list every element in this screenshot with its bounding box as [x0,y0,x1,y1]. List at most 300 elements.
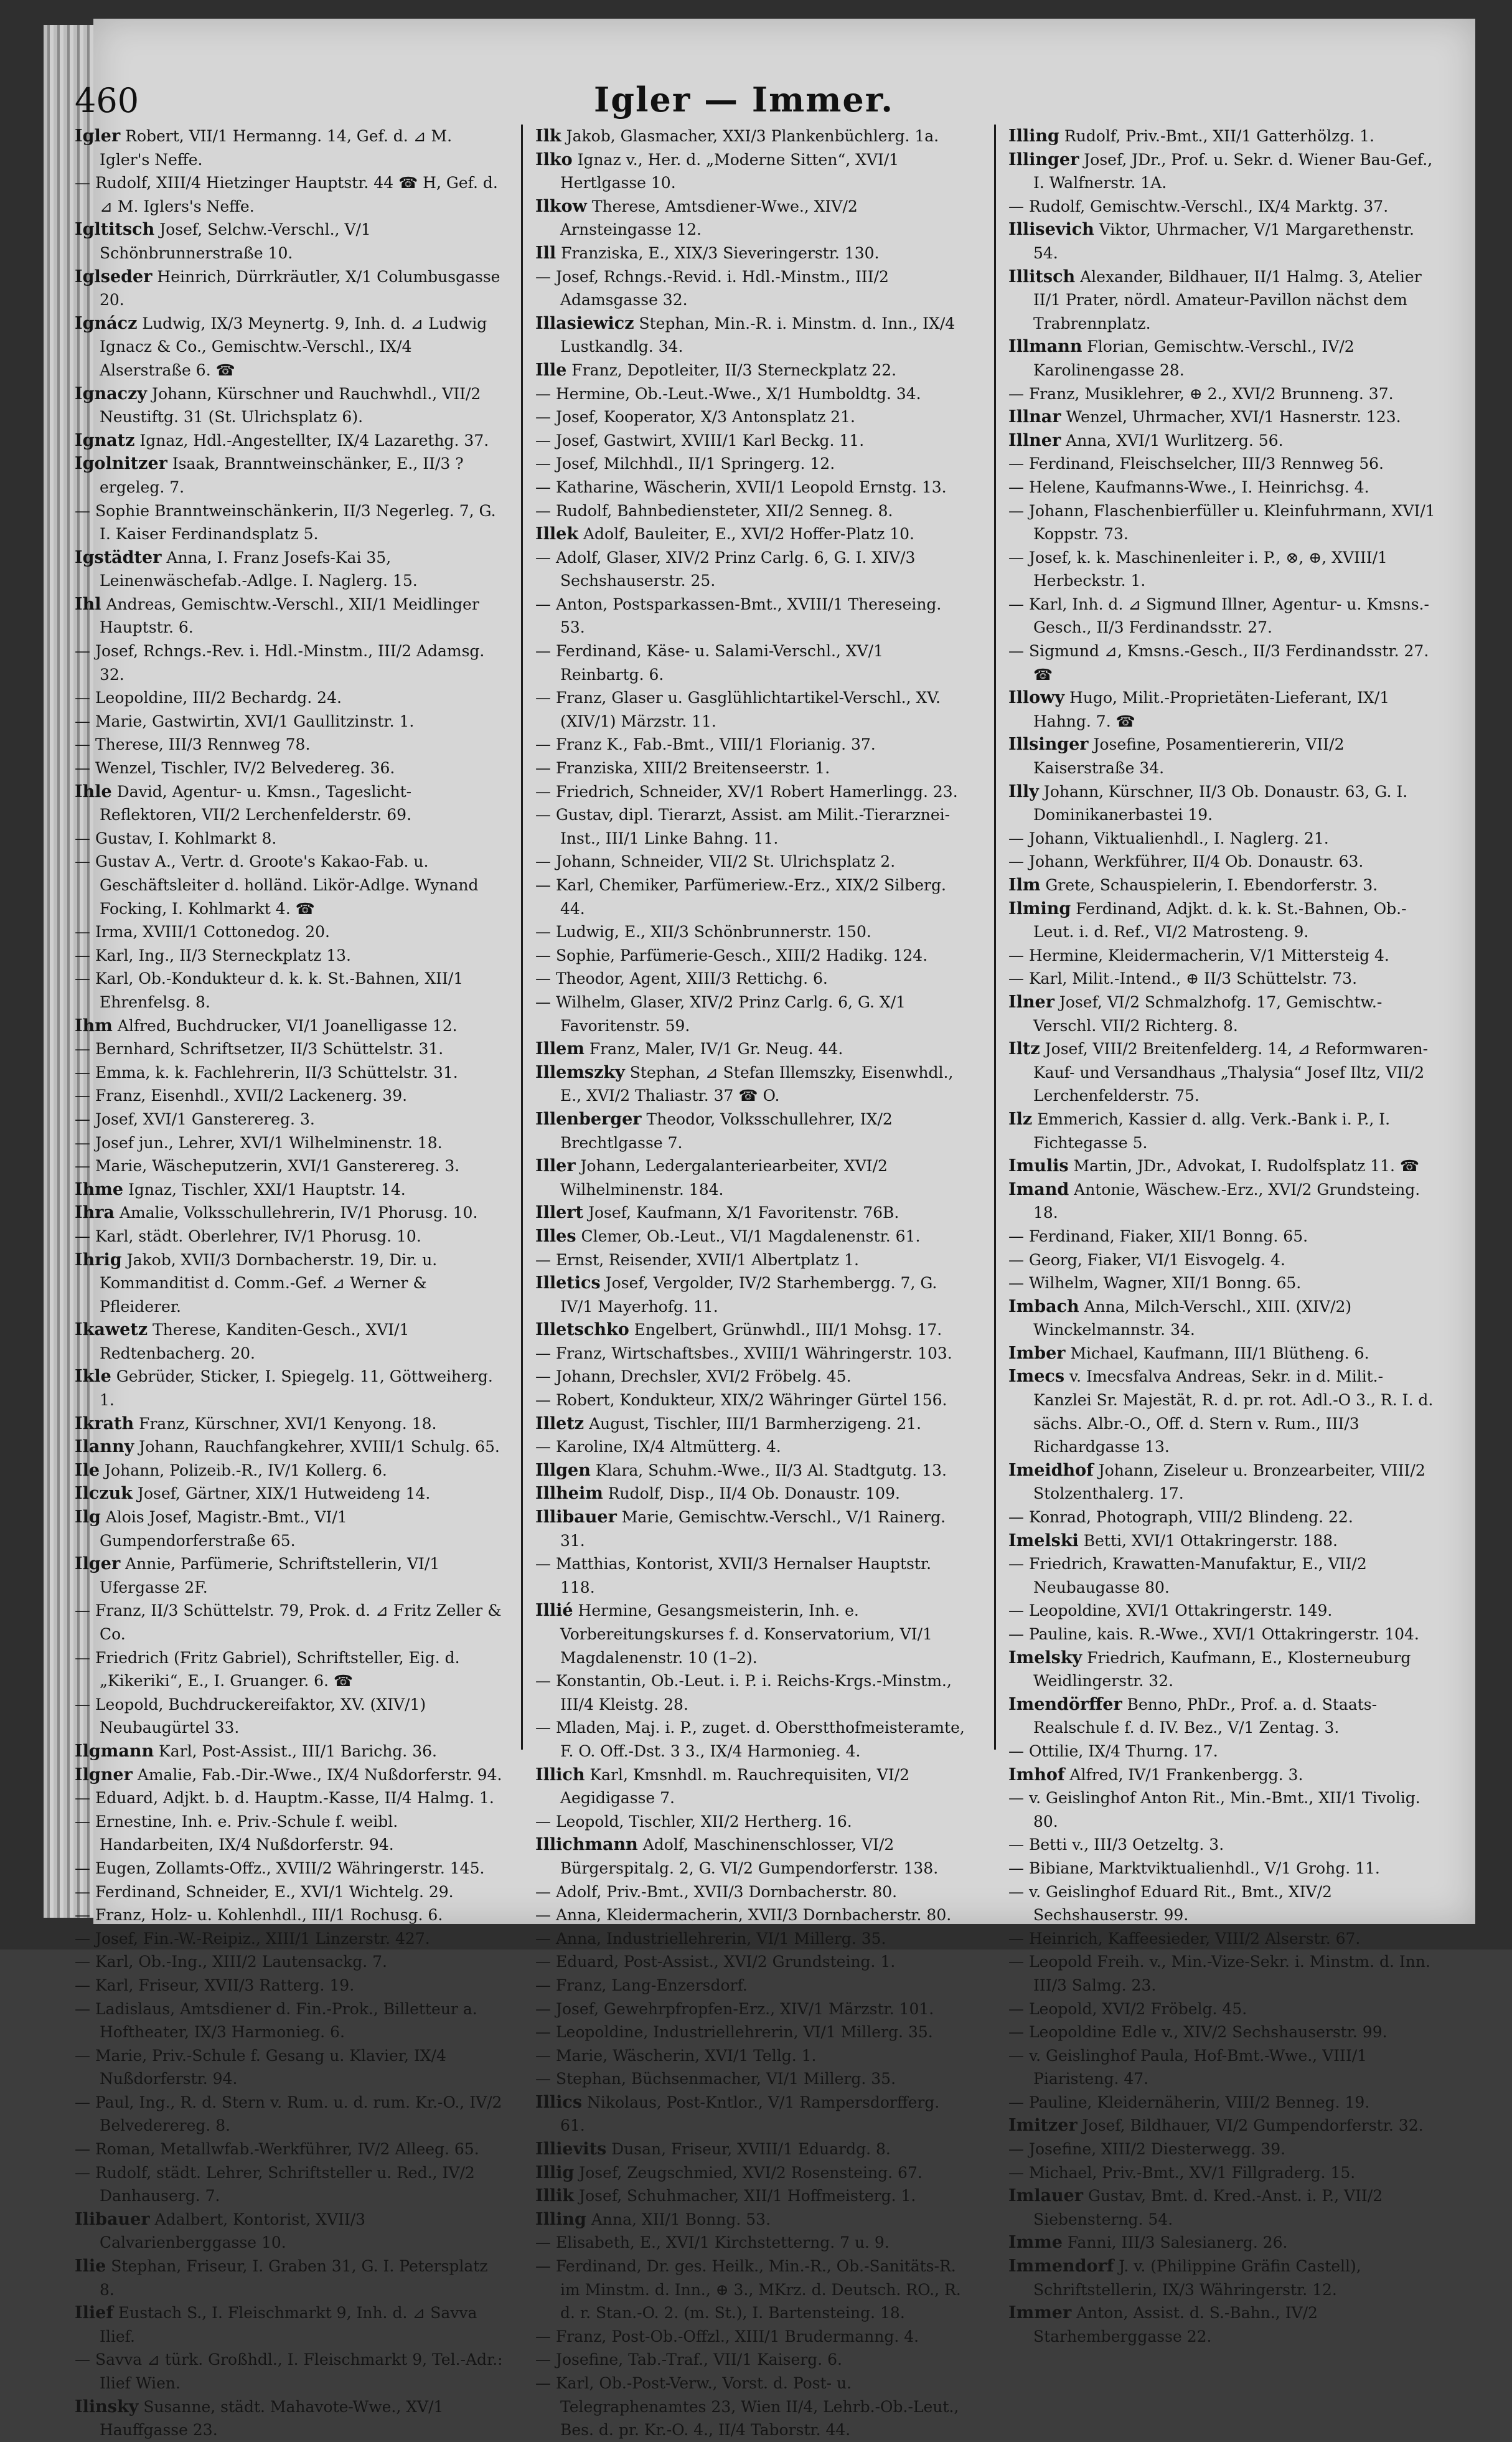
entry-details: Josef, Gärtner, XIX/1 Hutweideng 14. [137,1484,431,1503]
entry-details: Marie, Gemischtw.-Verschl., V/1 Rainerg. 31. [560,1508,946,1550]
entry-details: Eustach S., I. Fleischmarkt 9, Inh. d. ⊿ Savva Ilief. [100,2304,477,2345]
entry-surname: Imecs [1008,1367,1065,1387]
entry-details: — Pauline, kais. R.-Wwe., XVI/1 Ottakringerstr. 104. [1008,1625,1419,1643]
directory-entry [1008,1786,1438,1833]
directory-entry [1008,1154,1438,1178]
directory-entry [1008,827,1438,851]
entry-surname: Illetz [535,1413,585,1433]
entry-surname: Ihl [75,594,101,614]
entry-details: Dusan, Friseur, XVIII/1 Eduardg. 8. [611,2140,891,2159]
directory-entry [75,1880,504,1904]
directory-entry [535,2255,965,2325]
entry-details: Franz, Depotleiter, II/3 Sterneckplatz 22. [571,361,897,379]
entry-surname: Illy [1008,781,1039,801]
directory-entry [75,1950,504,1974]
directory-entry [75,218,504,265]
entry-details: Josef, Schuhmacher, XII/1 Hoffmeisterg. 1. [579,2187,916,2205]
entry-details: Josef, Selchw.-Verschl., V/1 Schönbrunnerstraße 10. [100,220,371,262]
entry-details: Johann, Rauchfangkehrer, XVIII/1 Schulg. 65. [139,1438,500,1456]
entry-details: — Karoline, IX/4 Altmütterg. 4. [535,1438,781,1456]
entry-details: — Emma, k. k. Fachlehrerin, II/3 Schüttelstr. 31. [75,1063,458,1082]
directory-entry [75,1810,504,1857]
directory-entry [1008,991,1438,1037]
entry-surname: Illowy [1008,688,1065,708]
entry-surname: Imulis [1008,1156,1069,1176]
entry-details: Franz, Maler, IV/1 Gr. Neug. 44. [589,1040,843,1058]
entry-surname: Ilgner [75,1765,133,1784]
entry-surname: Immer [1008,2303,1072,2323]
entry-surname: Iller [535,1156,576,1176]
entry-details: — Leopold, XVI/2 Fröbelg. 45. [1008,1999,1247,2018]
page-number: 460 [75,81,139,120]
directory-entry [1008,1950,1438,1997]
entry-details: — Friedrich (Fritz Gabriel), Schriftsteller, Eig. d. „Kikeriki“, E., I. Gruanger. 6. ☎ [75,1648,460,1690]
entry-details: Alois Josef, Magistr.-Bmt., VI/1 Gumpendorferstraße 65. [100,1508,347,1550]
directory-entry [535,757,965,780]
directory-entry [535,2091,965,2138]
entry-details: — Karl, Ob.-Kondukteur d. k. k. St.-Bahnen, XII/1 Ehrenfelsg. 8. [75,969,464,1011]
entry-surname: Illner [1008,430,1061,450]
directory-entry [1008,1552,1438,1599]
entry-surname: Ilief [75,2303,113,2323]
directory-entry [75,1506,504,1552]
directory-entry [1008,1857,1438,1880]
entry-surname: Illenberger [535,1109,642,1129]
directory-entry [75,1108,504,1131]
directory-entry [535,803,965,850]
directory-entry [75,2091,504,2138]
directory-entry [535,242,965,265]
entry-details: — Ernst, Reisender, XVII/1 Albertplatz 1. [535,1250,859,1269]
directory-entry [75,2348,504,2395]
directory-entry [535,1506,965,1552]
directory-entry [75,2138,504,2161]
directory-entry [1008,780,1438,827]
directory-entry [75,1927,504,1951]
directory-entry [535,195,965,242]
entry-details: Martin, JDr., Advokat, I. Rudolfsplatz 11. ☎ [1073,1157,1420,1176]
entry-surname: Ihrig [75,1250,122,1270]
directory-entry [535,1201,965,1225]
directory-entry [535,1108,965,1154]
entry-details: Benno, PhDr., Prof. a. d. Staats-Realschule f. d. IV. Bez., V/1 Zentag. 3. [1033,1695,1378,1737]
entry-details: — Franz, Wirtschaftsbes., XVIII/1 Währingerstr. 103. [535,1344,952,1362]
directory-entry [535,686,965,733]
directory-entry [535,1248,965,1272]
directory-entry [535,1271,965,1318]
directory-entry [535,733,965,757]
entry-details: — Sophie, Parfümerie-Gesch., XIII/2 Hadikg. 124. [535,946,928,964]
directory-entry [75,780,504,827]
column-3 [1008,125,1438,2345]
entry-details: — Paul, Ing., R. d. Stern v. Rum. u. d. rum. Kr.-O., IV/2 Belvederereg. 8. [75,2093,502,2135]
entry-details: Ignaz v., Her. d. „Moderne Sitten“, XVI/1 Hertlgasse 10. [560,150,899,192]
entry-details: Josef, Kaufmann, X/1 Favoritenstr. 76B. [588,1204,899,1222]
entry-details: — Wilhelm, Glaser, XIV/2 Prinz Carlg. 6, G. X/1 Favoritenstr. 59. [535,992,906,1035]
entry-surname: Ilanny [75,1437,134,1457]
directory-entry [1008,125,1438,148]
entry-details: — Anna, Industriellehrerin, VI/1 Millerg. 35. [535,1929,886,1948]
entry-details: Hugo, Milit.-Proprietäten-Lieferant, IX/1 Hahng. 7. ☎ [1033,689,1390,730]
directory-entry [1008,2044,1438,2091]
entry-details: Josef, VIII/2 Breitenfelderg. 14, ⊿ Reformwaren-Kauf- und Versandhaus „Thalysia“ Josef Iltz, VII/2 Lerchenfelderstr. 75. [1033,1040,1429,1105]
entry-surname: Illing [535,2209,586,2229]
entry-details: — Eduard, Adjkt. b. d. Hauptm.-Kasse, II/4 Halmg. 1. [75,1789,494,1808]
entry-details: — Karl, Milit.-Intend., ⊕ II/3 Schüttelstr. 73. [1008,969,1358,988]
directory-entry [535,1342,965,1365]
entry-surname: Ile [75,1460,100,1480]
entry-details: — v. Geislinghof Eduard Rit., Bmt., XIV/2 Sechshauserstr. 99. [1008,1882,1332,1925]
directory-entry [1008,2301,1438,2348]
entry-details: — Josef, Fin.-W.-Reipiz., XIII/1 Linzerstr. 427. [75,1929,430,1948]
entry-details: — Franz, Glaser u. Gasglühlichtartikel-Verschl., XV. (XIV/1) Märzstr. 11. [535,689,941,730]
directory-entry [535,1388,965,1412]
directory-entry [75,312,504,382]
directory-entry [75,171,504,218]
entry-details: Michael, Kaufmann, III/1 Blütheng. 6. [1070,1344,1369,1362]
entry-details: — Gustav, I. Kohlmarkt 8. [75,829,277,847]
entry-details: — Mladen, Maj. i. P., zuget. d. Oberstthofmeisteramte, F. O. Off.-Dst. 3 3., IX/4 Harmonieg. 4. [535,1718,965,1760]
directory-entry [1008,1693,1438,1740]
directory-entry [535,499,965,523]
directory-entry [535,2138,965,2161]
entry-details: Josefine, Posamentiererin, VII/2 Kaiserstraße 34. [1033,735,1345,778]
entry-details: Josef, Bildhauer, VI/2 Gumpendorferstr. 32. [1082,2116,1424,2135]
entry-details: Gebrüder, Sticker, I. Spiegelg. 11, Göttweiherg. 1. [100,1367,493,1410]
directory-entry [1008,2138,1438,2161]
directory-entry [75,1763,504,1787]
entry-surname: Imbach [1008,1296,1079,1316]
directory-entry [1008,2091,1438,2114]
entry-details: Franz, Kürschner, XVI/1 Kenyong. 18. [139,1414,437,1433]
directory-entry [535,920,965,944]
entry-details: — Savva ⊿ türk. Großhdl., I. Fleischmarkt 9, Tel.-Adr.: Ilief Wien. [75,2350,503,2392]
entry-details: — Franziska, XIII/2 Breitenseerstr. 1. [535,759,830,778]
entry-surname: Illing [1008,126,1059,146]
entry-details: v. Imecsfalva Andreas, Sekr. in d. Milit.-Kanzlei Sr. Majestät, R. d. pr. rot. Adl.-O 3., R. I. d. sächs. Albr.-O., Off. d. Stern v. Rum., III/3 Richardgasse 13. [1033,1367,1434,1456]
entry-details: — Josef, Rchngs.-Revid. i. Hdl.-Minstm., III/2 Adamsgasse 32. [535,267,889,309]
entry-details: — Josef, Rchngs.-Rev. i. Hdl.-Minstm., III/2 Adamsg. 32. [75,642,485,684]
entry-details: — Josef, Kooperator, X/3 Antonsplatz 21. [535,408,855,427]
entry-details: Anna, Milch-Verschl., XIII. (XIV/2) Winckelmannstr. 34. [1033,1297,1352,1339]
directory-entry [535,1154,965,1201]
entry-surname: Imand [1008,1179,1069,1199]
entry-surname: Illes [535,1226,576,1246]
directory-entry [535,148,965,195]
directory-entry [75,2301,504,2348]
entry-details: — Robert, Kondukteur, XIX/2 Währinger Gürtel 156. [535,1391,947,1410]
directory-entry [535,429,965,453]
entry-surname: Imber [1008,1343,1066,1363]
directory-entry [535,850,965,874]
directory-entry [1008,195,1438,219]
entry-details: Adolf, Bauleiter, E., XVI/2 Hoffer-Platz 10. [583,525,914,544]
directory-entry [75,1646,504,1693]
directory-entry [75,920,504,944]
directory-entry [75,1997,504,2044]
directory-entry [1008,1529,1438,1553]
entry-surname: Imlauer [1008,2186,1083,2206]
entry-details: — Johann, Flaschenbierfüller u. Kleinfuhrmann, XVI/1 Koppstr. 73. [1008,501,1435,544]
directory-entry [1008,2114,1438,2138]
directory-entry [1008,382,1438,406]
directory-entry [1008,1599,1438,1623]
entry-details: — Eugen, Zollamts-Offz., XVIII/2 Währingerstr. 145. [75,1859,485,1877]
entry-details: — Josef, XVI/1 Gansterereg. 3. [75,1110,315,1128]
entry-details: — Marie, Wäscheputzerin, XVI/1 Gansterereg. 3. [75,1157,460,1176]
entry-details: — Bibiane, Marktviktualienhdl., V/1 Grohg. 11. [1008,1859,1380,1877]
entry-details: Therese, Amtsdiener-Wwe., XIV/2 Arnsteingasse 12. [560,197,858,239]
directory-entry [1008,499,1438,546]
entry-details: — Leopold Freih. v., Min.-Vize-Sekr. i. Minstm. d. Inn. III/3 Salmg. 23. [1008,1953,1430,1994]
directory-entry [1008,2020,1438,2044]
entry-details: — Johann, Werkführer, II/4 Ob. Donaustr. 63. [1008,852,1364,871]
entry-surname: Ille [535,360,567,380]
directory-entry [535,1763,965,1810]
entry-details: Stephan, ⊿ Stefan Illemszky, Eisenwhdl., E., XVI/2 Thaliastr. 37 ☎ O. [560,1063,954,1105]
directory-entry [535,1061,965,1108]
entry-surname: Illsinger [1008,735,1089,755]
directory-entry [1008,897,1438,944]
entry-details: Klara, Schuhm.-Wwe., II/3 Al. Stadtgutg. 13. [595,1461,947,1479]
entry-details: — Betti v., III/3 Oetzeltg. 3. [1008,1836,1224,1854]
directory-entry [535,2372,965,2442]
entry-details: Ferdinand, Adjkt. d. k. k. St.-Bahnen, Ob.-Leut. i. d. Ref., VI/2 Matrosteng. 9. [1033,899,1407,941]
entry-surname: Ihm [75,1016,113,1035]
directory-entry [75,1482,504,1506]
directory-entry [75,2208,504,2255]
entry-details: — Ladislaus, Amtsdiener d. Fin.-Prok., Billetteur a. Hoftheater, IX/3 Harmonieg. 6. [75,1999,477,2042]
entry-details: Fanni, III/3 Salesianerg. 26. [1067,2233,1288,2252]
entry-details: — Ernestine, Inh. e. Priv.-Schule f. weibl. Handarbeiten, IX/4 Nußdorferstr. 94. [75,1812,398,1854]
directory-entry [1008,1225,1438,1248]
directory-entry [535,2044,965,2068]
entry-surname: Illmann [1008,337,1082,357]
directory-entry [1008,1763,1438,1787]
entry-details: — Therese, III/3 Rennweg 78. [75,735,311,754]
running-head: Igler — Immer. [593,80,895,120]
entry-surname: Ilgmann [75,1741,154,1761]
directory-entry [535,944,965,968]
directory-entry [535,2325,965,2349]
directory-entry [75,1201,504,1225]
entry-details: — Leopoldine, Industriellehrerin, VI/1 Millerg. 35. [535,2023,933,2042]
directory-entry [1008,1880,1438,1927]
entry-details: — Michael, Priv.-Bmt., XV/1 Fillgraderg. 15. [1008,2163,1356,2182]
directory-entry [75,1014,504,1038]
directory-entry [75,1061,504,1085]
entry-surname: Ilg [75,1507,101,1527]
entry-surname: Imendörffer [1008,1694,1122,1714]
entry-surname: Ikawetz [75,1320,148,1340]
entry-details: Johann, Kürschner, II/3 Ob. Donaustr. 63, G. I. Dominikanerbastei 19. [1033,782,1408,824]
directory-entry [1008,1927,1438,1951]
directory-entry [1008,639,1438,686]
entry-details: Alfred, Buchdrucker, VI/1 Joanelligasse 12. [117,1016,458,1035]
directory-entry [1008,686,1438,733]
directory-entry [1008,1506,1438,1529]
entry-surname: Imelski [1008,1530,1079,1550]
directory-entry [535,265,965,312]
entry-surname: Illetschko [535,1320,629,1340]
entry-surname: Illics [535,2092,583,2112]
directory-entry [75,593,504,639]
entry-details: — Karl, Friseur, XVII/3 Ratterg. 19. [75,1976,355,1994]
entry-surname: Illisevich [1008,220,1094,240]
entry-surname: Ilm [1008,875,1041,895]
entry-details: Anna, XII/1 Bonng. 53. [591,2210,771,2228]
directory-entry [75,1154,504,1178]
directory-entry [535,546,965,593]
entry-details: — Ferdinand, Fleischselcher, III/3 Rennweg 56. [1008,455,1384,473]
directory-entry [75,1740,504,1763]
entry-details: Hermine, Gesangsmeisterin, Inh. e. Vorbereitungskurses f. d. Konservatorium, VI/1 Magdalenenstr. 10 (1–2). [560,1601,932,1667]
entry-surname: Illinger [1008,149,1079,169]
directory-entry [1008,452,1438,476]
directory-entry [1008,546,1438,593]
entry-details: — Sigmund ⊿, Kmsns.-Gesch., II/3 Ferdinandsstr. 27. ☎ [1008,642,1429,684]
directory-entry [1008,944,1438,968]
entry-details: — Leopold, Buchdruckereifaktor, XV. (XIV/1) Neubaugürtel 33. [75,1695,426,1737]
directory-entry [535,1903,965,1927]
directory-entry [535,874,965,920]
directory-entry [535,1459,965,1483]
entry-details: — Ferdinand, Fiaker, XII/1 Bonng. 65. [1008,1227,1308,1245]
entry-details: — Johann, Schneider, VII/2 St. Ulrichsplatz 2. [535,852,896,871]
directory-entry [535,1225,965,1248]
entry-surname: Ilko [535,149,573,169]
entry-surname: Illitsch [1008,266,1076,286]
directory-entry [535,125,965,148]
entry-details: — Anna, Kleidermacherin, XVII/3 Dornbacherstr. 80. [535,1906,952,1925]
entry-details: Karl, Kmsnhdl. m. Rauchrequisiten, VI/2 Aegidigasse 7. [560,1765,910,1808]
directory-entry [75,639,504,686]
entry-details: Adalbert, Kontorist, XVII/3 Calvarienberggasse 10. [100,2210,366,2252]
entry-surname: Iltz [1008,1039,1040,1059]
entry-details: Amalie, Volksschullehrerin, IV/1 Phorusg. 10. [119,1204,478,1222]
directory-entry [535,1927,965,1951]
directory-entry [535,1833,965,1880]
entry-details: — Elisabeth, E., XVI/1 Kirchstetterng. 7 u. 9. [535,2233,890,2252]
entry-details: — Wilhelm, Wagner, XII/1 Bonng. 65. [1008,1274,1302,1293]
directory-entry [1008,265,1438,336]
entry-details: Stephan, Min.-R. i. Minstm. d. Inn., IX/4 Lustkandlg. 34. [560,314,956,356]
directory-entry [535,1412,965,1436]
entry-surname: Illié [535,1601,573,1621]
directory-entry [75,850,504,920]
entry-details: — Franz, Eisenhdl., XVII/2 Lackenerg. 39. [75,1087,408,1105]
directory-entry [1008,1740,1438,1763]
directory-entry [75,546,504,593]
entry-details: — Karl, städt. Oberlehrer, IV/1 Phorusg. 10. [75,1227,421,1245]
directory-entry [75,265,504,312]
entry-details: — Josefine, Tab.-Traf., VII/1 Kaiserg. 6. [535,2350,842,2369]
entry-surname: Ihra [75,1203,115,1223]
directory-entry [535,312,965,359]
directory-entry [75,1225,504,1248]
directory-entry [75,2255,504,2301]
directory-entry [535,1318,965,1342]
directory-entry [1008,2255,1438,2301]
directory-entry [1008,1623,1438,1646]
directory-entry [75,1318,504,1365]
directory-entry [1008,850,1438,874]
entry-details: Ignaz, Tischler, XXI/1 Hauptstr. 14. [128,1180,406,1199]
entry-details: David, Agentur- u. Kmsn., Tageslicht-Reflektoren, VII/2 Lerchenfelderstr. 69. [100,782,412,824]
entry-details: — Leopoldine Edle v., XIV/2 Sechshauserstr. 99. [1008,2023,1388,2042]
entry-details: Wenzel, Uhrmacher, XVI/1 Hasnerstr. 123. [1066,408,1401,427]
entry-details: Ignaz, Hdl.-Angestellter, IX/4 Lazarethg. 37. [139,431,489,450]
directory-entry [1008,1178,1438,1225]
entry-details: — Hermine, Ob.-Leut.-Wwe., X/1 Humboldtg. 34. [535,384,921,403]
entry-details: — Marie, Gastwirtin, XVI/1 Gaullitzinstr. 1. [75,712,415,730]
entry-details: Anna, I. Franz Josefs-Kai 35, Leinenwäschefab.-Adlge. I. Naglerg. 15. [100,548,418,590]
column-2 [535,125,965,2440]
entry-surname: Imitzer [1008,2116,1078,2136]
directory-entry [1008,476,1438,499]
directory-entry [1008,967,1438,991]
entry-surname: Imelsky [1008,1648,1082,1667]
entry-details: — Sophie Branntweinschänkerin, II/3 Negerleg. 7, G. I. Kaiser Ferdinandsplatz 5. [75,501,496,544]
entry-details: — Franz, Musiklehrer, ⊕ 2., XVI/2 Brunneng. 37. [1008,384,1394,403]
entry-surname: Ikle [75,1367,111,1387]
entry-surname: Ihle [75,781,112,801]
entry-details: Johann, Polizeib.-R., IV/1 Kollerg. 6. [105,1461,387,1479]
directory-entry [75,733,504,757]
directory-entry [535,1974,965,1997]
entry-details: Adolf, Maschinenschlosser, VI/2 Bürgerspitalg. 2, G. VI/2 Gumpendorferstr. 138. [560,1836,939,1877]
entry-details: — Matthias, Kontorist, XVII/3 Hernalser Hauptstr. 118. [535,1555,932,1596]
directory-entry [75,1178,504,1202]
entry-details: Karl, Post-Assist., III/1 Barichg. 36. [159,1742,437,1760]
directory-entry [1008,2161,1438,2185]
directory-entry [1008,874,1438,897]
entry-details: — Leopold, Tischler, XII/2 Hertherg. 16. [535,1812,852,1831]
directory-entry [1008,218,1438,265]
entry-details: Anton, Assist. d. S.-Bahn., IV/2 Starhemberggasse 22. [1033,2304,1318,2345]
entry-surname: Igolnitzer [75,454,167,474]
entry-details: — Ferdinand, Käse- u. Salami-Verschl., XV/1 Reinbartg. 6. [535,642,883,684]
entry-details: — Rudolf, Gemischtw.-Verschl., IX/4 Marktg. 37. [1008,197,1389,215]
entry-surname: Igltitsch [75,220,155,240]
entry-details: Johann, Kürschner und Rauchwhdl., VII/2 Neustiftg. 31 (St. Ulrichsplatz 6). [100,384,481,427]
entry-surname: Ikrath [75,1413,134,1433]
directory-entry [535,1037,965,1061]
entry-surname: Illasiewicz [535,313,634,333]
entry-surname: Ilczuk [75,1484,133,1504]
directory-entry [535,1435,965,1459]
directory-entry [535,1950,965,1974]
entry-surname: Ilz [1008,1109,1033,1129]
entry-details: — Adolf, Glaser, XIV/2 Prinz Carlg. 6, G. I. XIV/3 Sechshauserstr. 25. [535,548,916,590]
entry-details: — Stephan, Büchsenmacher, VI/1 Millerg. 35. [535,2070,896,2088]
entry-surname: Ignatz [75,430,135,450]
entry-details: Grete, Schauspielerin, I. Ebendorferstr. 3. [1045,876,1378,894]
directory-entry [75,452,504,499]
directory-entry [1008,2231,1438,2255]
entry-surname: Iglseder [75,266,153,286]
entry-details: — Rudolf, städt. Lehrer, Schriftsteller u. Red., IV/2 Danhauserg. 7. [75,2163,475,2205]
column-rule [521,125,523,1750]
entry-details: — Josef, Gewehrpfropfen-Erz., XIV/1 Märzstr. 101. [535,1999,934,2018]
directory-entry [75,1435,504,1459]
entry-details: — Ferdinand, Schneider, E., XVI/1 Wichtelg. 29. [75,1882,454,1901]
entry-details: Josef, Zeugschmied, XVI/2 Rosensteing. 67. [579,2163,923,2182]
entry-surname: Ilner [1008,992,1054,1012]
entry-surname: Illibauer [535,1507,617,1527]
entry-details: Alexander, Bildhauer, II/1 Halmg. 3, Atelier II/1 Prater, nördl. Amateur-Pavillon nächst dem Trabrennplatz. [1033,267,1422,332]
directory-entry [535,359,965,382]
